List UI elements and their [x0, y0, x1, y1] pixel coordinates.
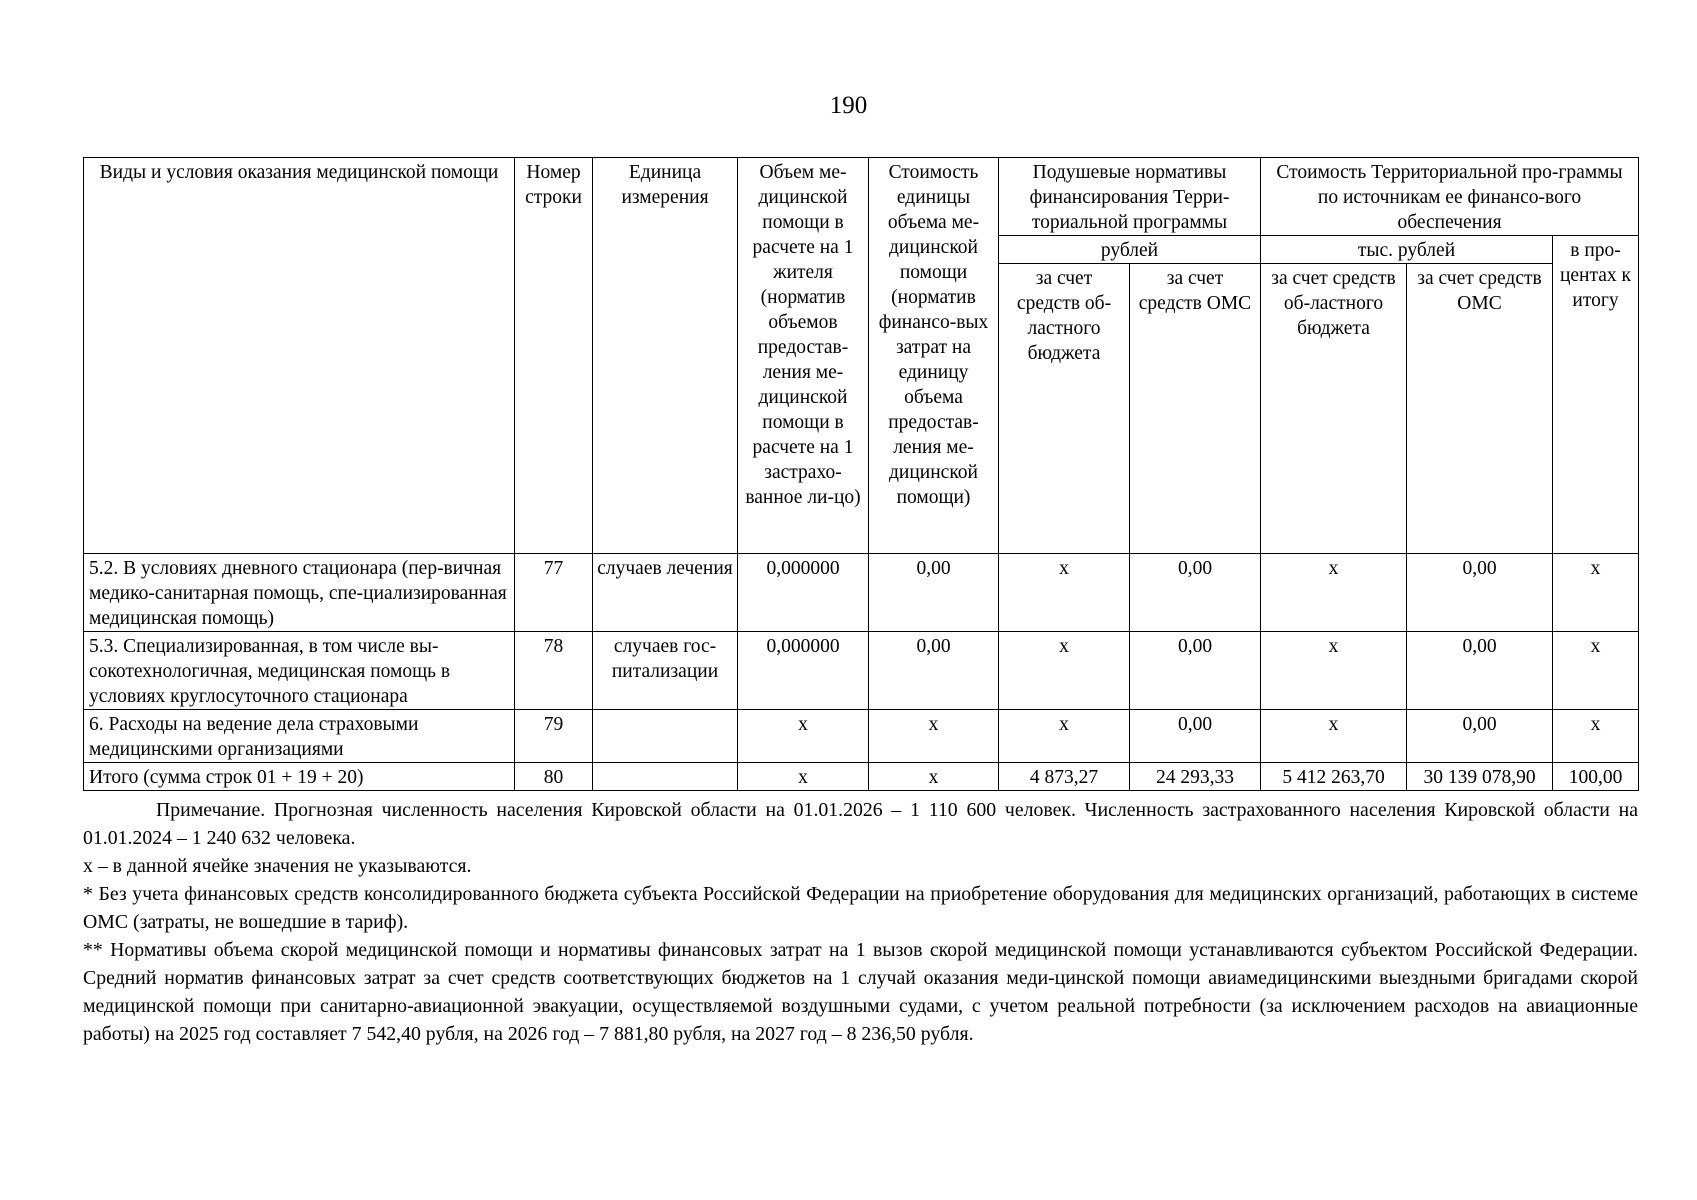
row-tot-oms: 0,00: [1407, 554, 1553, 632]
row-per-budget: 4 873,27: [999, 763, 1130, 791]
header-per-capita-budget: за счет средств об-ластного бюджета: [999, 264, 1130, 554]
header-volume: Объем ме-дицинской помощи в расчете на 1 жителя (норматив объемов предостав-ления ме-дицинской помощи в расчете на 1 застрахо-ванное ли-цо): [738, 158, 869, 554]
row-tot-budget: х: [1261, 632, 1407, 710]
row-percent: х: [1553, 632, 1639, 710]
header-row-number: Номер строки: [515, 158, 593, 554]
header-row-1: [84, 158, 1639, 236]
row-per-budget: х: [999, 632, 1130, 710]
financing-table: [83, 157, 1639, 791]
row-per-oms: 0,00: [1130, 632, 1261, 710]
header-program-cost-group: Стоимость Территориальной про-граммы по источникам ее финансо-вого обеспечения: [1261, 158, 1639, 236]
header-cost-oms: за счет средств ОМС: [1407, 264, 1553, 554]
header-per-capita-group: Подушевые нормативы финансирования Терри-ториальной программы: [999, 158, 1261, 236]
row-cost: х: [869, 763, 999, 791]
header-kinds: Виды и условия оказания медицинской помощи: [84, 158, 515, 554]
row-per-oms: 0,00: [1130, 710, 1261, 763]
row-number: 79: [515, 710, 593, 763]
row-number: 78: [515, 632, 593, 710]
row-cost: х: [869, 710, 999, 763]
header-unit-thous-rub: тыс. рублей: [1261, 236, 1553, 264]
row-unit: случаев гос-питализации: [593, 632, 738, 710]
row-name: 6. Расходы на ведение дела страховыми медицинскими организациями: [84, 710, 515, 763]
row-volume: 0,000000: [738, 554, 869, 632]
header-per-capita-oms: за счет средств ОМС: [1130, 264, 1261, 554]
row-volume: х: [738, 710, 869, 763]
header-cost-budget: за счет средств об-ластного бюджета: [1261, 264, 1407, 554]
row-cost: 0,00: [869, 632, 999, 710]
row-per-oms: 0,00: [1130, 554, 1261, 632]
row-per-oms: 24 293,33: [1130, 763, 1261, 791]
row-volume: х: [738, 763, 869, 791]
table-row: [84, 554, 1639, 632]
table-row: [84, 710, 1639, 763]
note-population: Примечание. Прогнозная численность населения Кировской области на 01.01.2026 – 1 110 600 человек. Численность застрахованного населения Кировской области на 01.01.2024 – 1 240 632 человека.: [83, 799, 1638, 849]
row-unit: [593, 710, 738, 763]
row-tot-budget: х: [1261, 554, 1407, 632]
row-tot-oms: 0,00: [1407, 632, 1553, 710]
row-percent: х: [1553, 554, 1639, 632]
note-asterisk: * Без учета финансовых средств консолидированного бюджета субъекта Российской Федерации на приобретение оборудования для медицинских организаций, работающих в системе ОМС (затраты, не вошедшие в тариф).: [83, 883, 1638, 933]
row-tot-budget: х: [1261, 710, 1407, 763]
row-tot-oms: 0,00: [1407, 710, 1553, 763]
header-unit-cost: Стоимость единицы объема ме-дицинской помощи (норматив финансо-вых затрат на единицу объема предостав-ления ме-дицинской помощи): [869, 158, 999, 554]
header-unit-rub: рублей: [999, 236, 1261, 264]
row-name: 5.2. В условиях дневного стационара (пер-вичная медико-санитарная помощь, спе-циализированная медицинская помощь): [84, 554, 515, 632]
row-number: 80: [515, 763, 593, 791]
row-name: 5.3. Специализированная, в том числе вы-сокотехнологичная, медицинская помощь в условиях круглосуточного стационара: [84, 632, 515, 710]
row-number: 77: [515, 554, 593, 632]
row-cost: 0,00: [869, 554, 999, 632]
table-row: [84, 632, 1639, 710]
page-number: 190: [829, 92, 868, 119]
row-volume: 0,000000: [738, 632, 869, 710]
row-tot-budget: 5 412 263,70: [1261, 763, 1407, 791]
row-unit: [593, 763, 738, 791]
row-per-budget: х: [999, 554, 1130, 632]
row-percent: х: [1553, 710, 1639, 763]
header-percent: в про-центах к итогу: [1553, 236, 1639, 554]
row-percent: 100,00: [1553, 763, 1639, 791]
row-per-budget: х: [999, 710, 1130, 763]
row-name: Итого (сумма строк 01 + 19 + 20): [84, 763, 515, 791]
row-tot-oms: 30 139 078,90: [1407, 763, 1553, 791]
notes-section: [83, 796, 1638, 1048]
table-row-total: [84, 763, 1639, 791]
header-unit: Единица измерения: [593, 158, 738, 554]
note-x-legend: х – в данной ячейке значения не указываются.: [83, 855, 472, 877]
row-unit: случаев лечения: [593, 554, 738, 632]
note-double-asterisk: ** Нормативы объема скорой медицинской помощи и нормативы финансовых затрат на 1 вызов скорой медицинской помощи устанавливаются субъектом Российской Федерации. Средний норматив финансовых затрат за счет средств соответствующих бюджетов на 1 случай оказания меди-цинской помощи авиамедицинскими выездными бригадами скорой медицинской помощи при санитарно-авиационной эвакуации, осуществляемой воздушными судами, с учетом реальной потребности (за исключением расходов на авиационные работы) на 2025 год составляет 7 542,40 рубля, на 2026 год – 7 881,80 рубля, на 2027 год – 8 236,50 рубля.: [83, 939, 1638, 1045]
